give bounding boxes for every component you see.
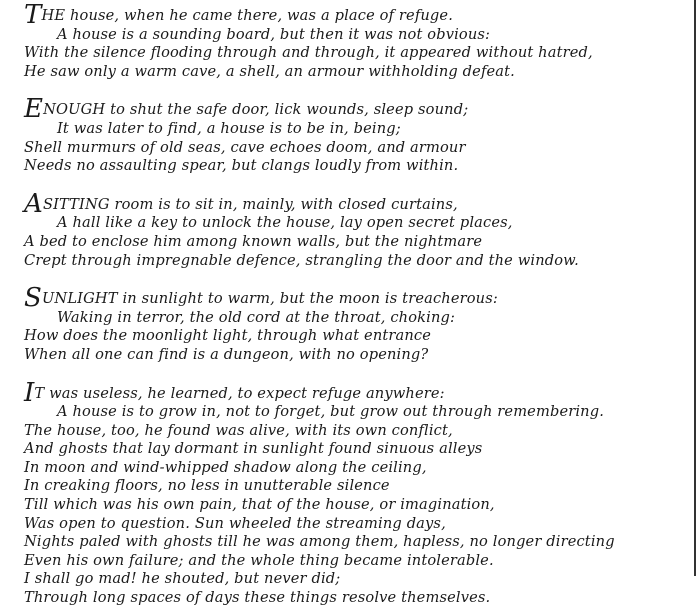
stanza-first-line xyxy=(24,377,689,408)
poem-line: Till which was his own pain, that of the house, or imagination, xyxy=(24,496,495,514)
first-line-text: SITTING room is to sit in, mainly, with closed curtains, xyxy=(42,195,458,213)
stanza-first-line xyxy=(24,0,689,30)
poem-line: And ghosts that lay dormant in sunlight found sinuous alleys xyxy=(24,440,483,458)
poem-line: He saw only a warm cave, a shell, an armour withholding defeat. xyxy=(24,62,515,80)
poem-line: Needs no assaulting spear, but clangs loudly from within. xyxy=(24,157,459,175)
stanza xyxy=(24,94,689,175)
stanza xyxy=(24,377,689,608)
first-line-text: UNLIGHT in sunlight to warm, but the moon is treacherous: xyxy=(41,290,498,308)
poem-line: With the silence flooding through and through, it appeared without hatred, xyxy=(24,44,593,62)
poem-line: Shell murmurs of old seas, cave echoes doom, and armour xyxy=(24,138,466,156)
drop-cap: E xyxy=(24,94,44,125)
drop-cap: T xyxy=(24,0,42,30)
drop-cap: A xyxy=(24,188,43,219)
poem-line: Waking in terror, the old cord at the throat, choking: xyxy=(57,308,456,326)
poem-line: The house, too, he found was alive, with its own conflict, xyxy=(24,421,453,439)
poem-line: A house is a sounding board, but then it was not obvious: xyxy=(57,25,491,43)
poem-line: Nights paled with ghosts till he was among them, hapless, no longer directing xyxy=(24,533,615,551)
first-line-text: T was useless, he learned, to expect refuge anywhere: xyxy=(34,384,445,402)
poem-line: In creaking floors, no less in unutterable silence xyxy=(24,477,390,495)
poem-line: How does the moonlight light, through what entrance xyxy=(24,327,432,345)
poem-line: Even his own failure; and the whole thing became intolerable. xyxy=(24,551,494,569)
poem-line: Crept through impregnable defence, strangling the door and the window. xyxy=(24,251,579,269)
poem-line: A house is to grow in, not to forget, but grow out through remembering. xyxy=(57,403,605,421)
poem-line: A hall like a key to unlock the house, lay open secret places, xyxy=(57,214,513,232)
first-line-text: NOUGH to shut the safe door, lick wounds, sleep sound; xyxy=(43,101,469,119)
column-rule xyxy=(694,0,696,576)
first-line-text: HE house, when he came there, was a place of refuge. xyxy=(41,7,454,24)
stanza xyxy=(24,188,689,270)
poem-line: I shall go mad! he shouted, but never did; xyxy=(24,570,341,588)
drop-cap: S xyxy=(24,283,42,314)
stanza-first-line xyxy=(24,188,689,219)
poem-line: A bed to enclose him among known walls, but the nightmare xyxy=(24,232,483,250)
stanza-first-line xyxy=(24,94,689,125)
stanza-first-line xyxy=(24,283,689,314)
poem-line: It was later to find, a house is to be in, being; xyxy=(57,119,401,137)
poem-line: Through long spaces of days these things resolve themselves. xyxy=(24,589,491,607)
drop-cap: I xyxy=(24,377,35,408)
poem-line: In moon and wind-whipped shadow along the ceiling, xyxy=(24,458,427,476)
stanza xyxy=(24,0,689,81)
poem xyxy=(24,0,689,608)
stanza xyxy=(24,283,689,364)
poem-line: When all one can find is a dungeon, with no opening? xyxy=(24,345,429,363)
poem-line: Was open to question. Sun wheeled the streaming days, xyxy=(24,514,446,532)
